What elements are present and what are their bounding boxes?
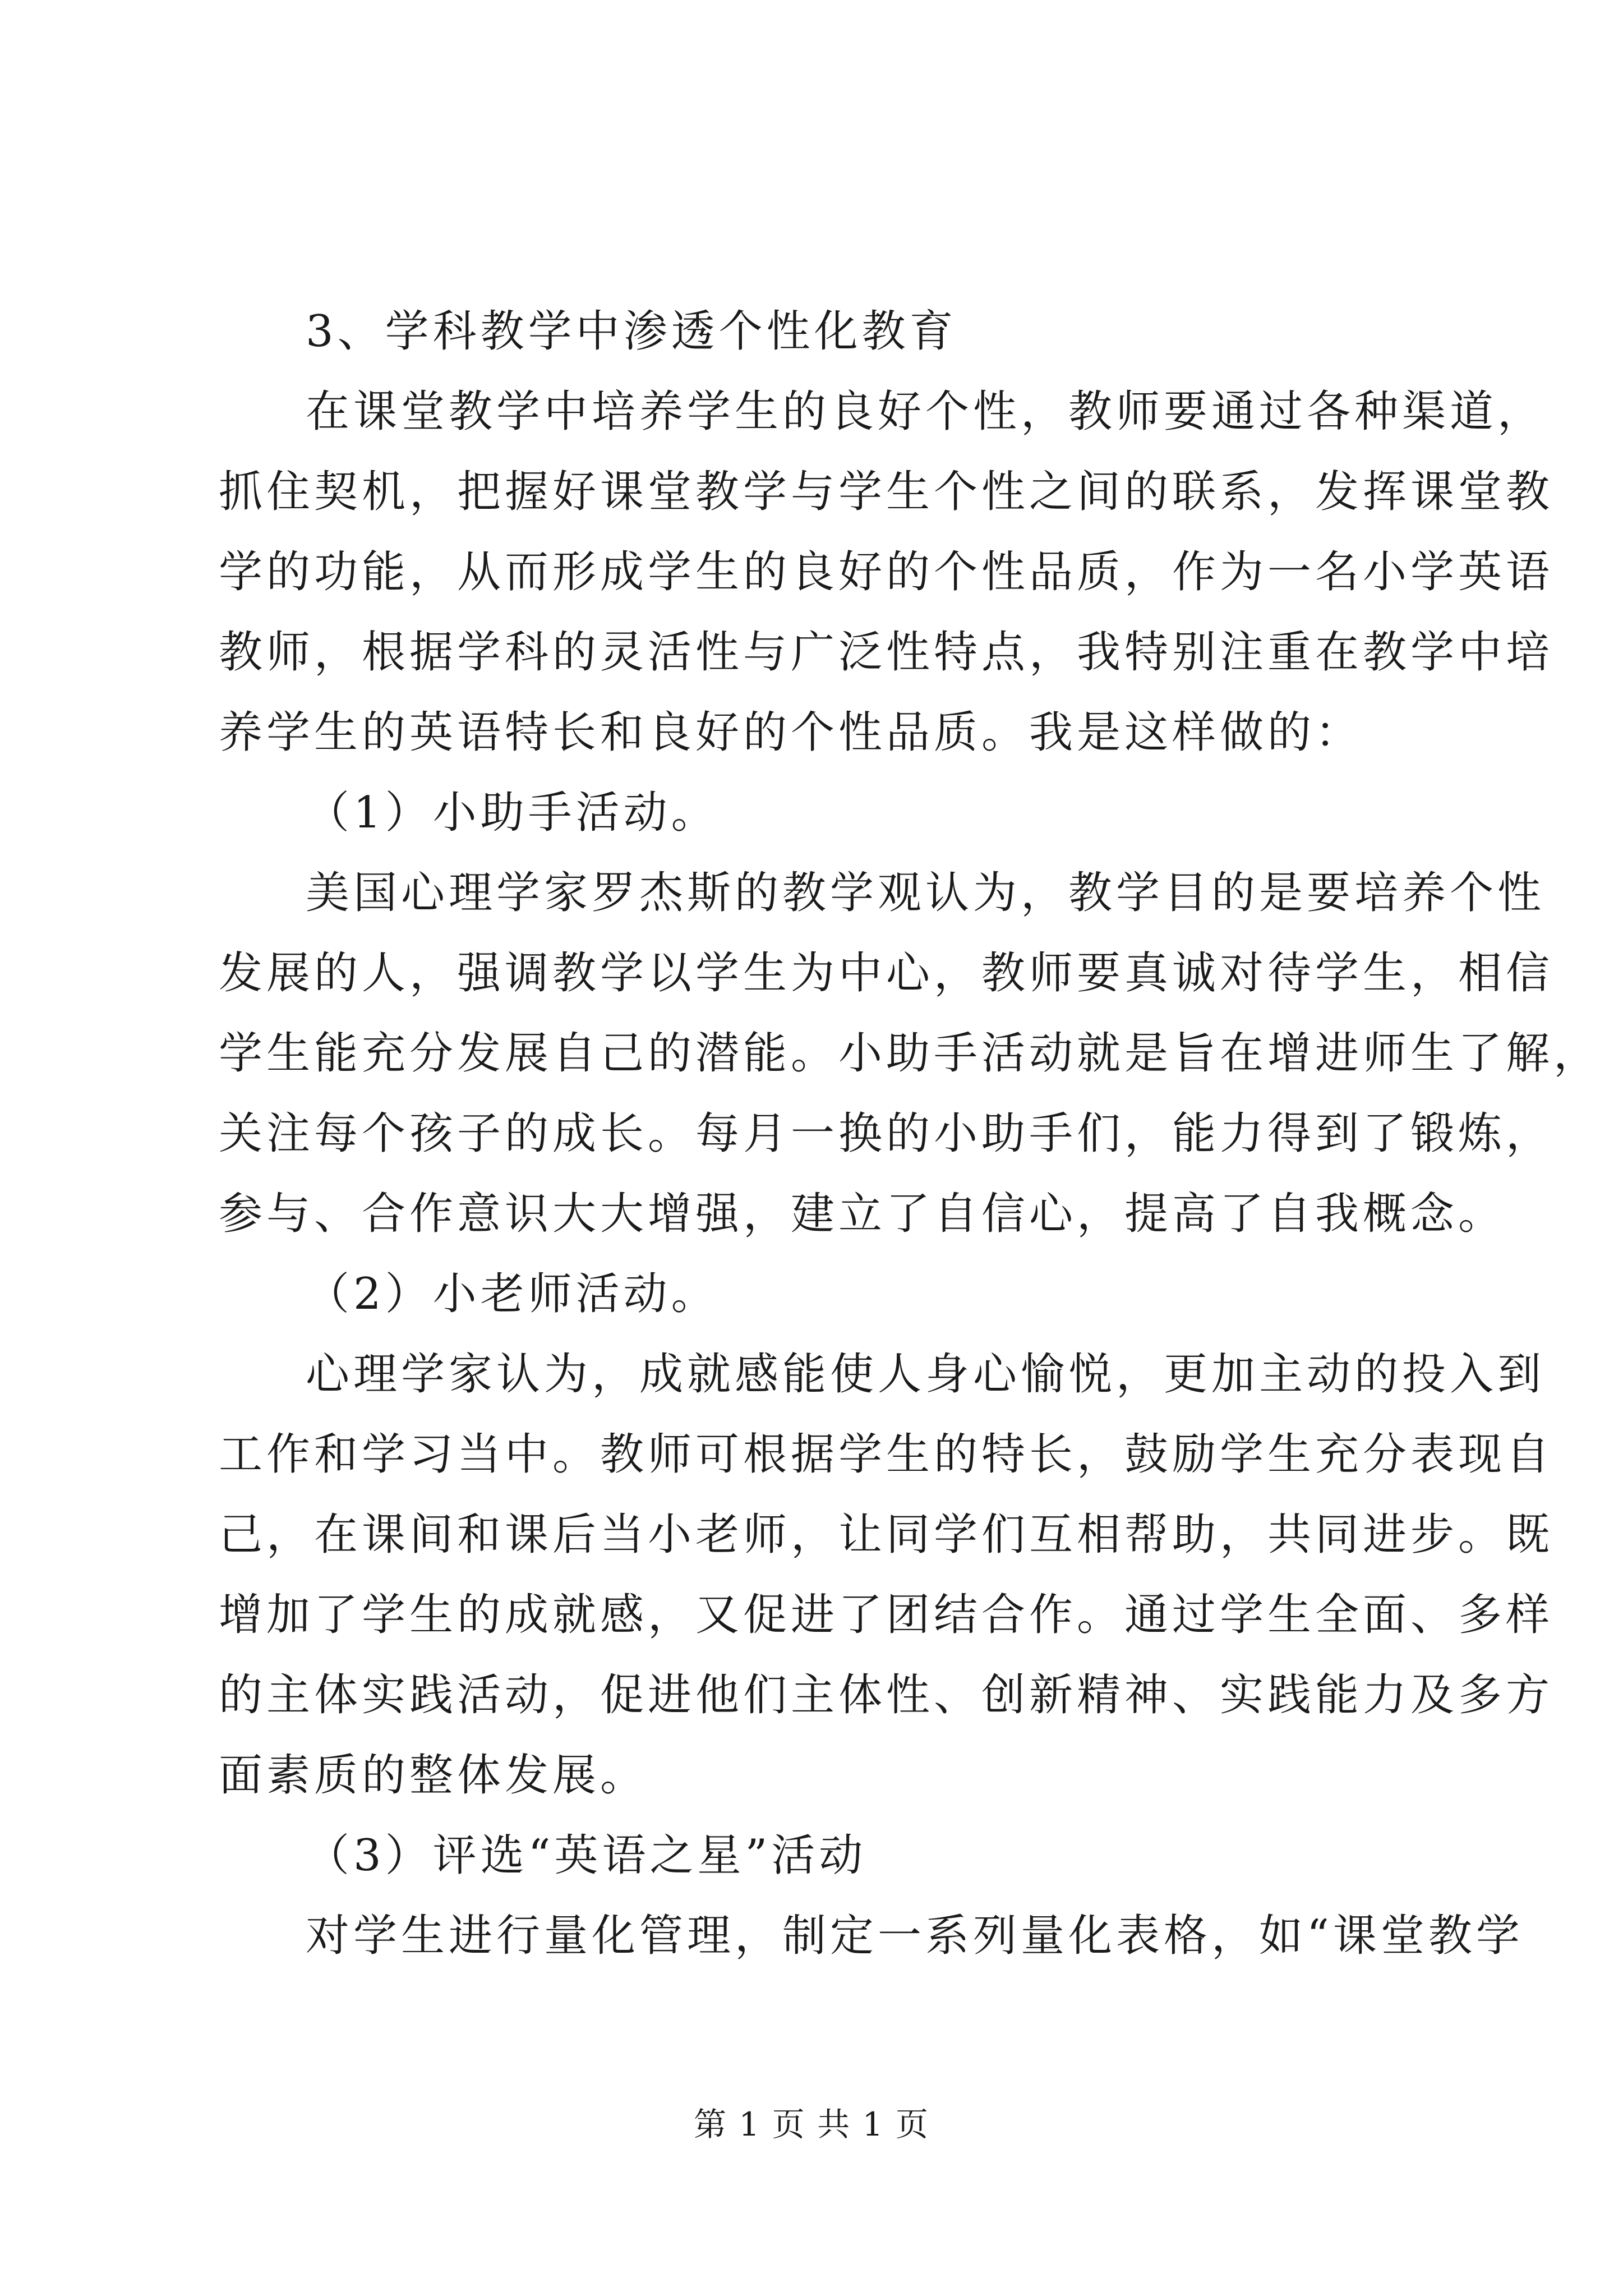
- subsection-heading: （1）小助手活动。: [306, 788, 719, 838]
- paragraph-line: 学生能充分发展自己的潜能。小助手活动就是旨在增进师生了解，: [219, 1028, 1602, 1079]
- document-body: [219, 292, 1602, 1976]
- paragraph-line: 学的功能，从而形成学生的良好的个性品质，作为一名小学英语: [219, 547, 1554, 597]
- paragraph-line: 工作和学习当中。教师可根据学生的特长，鼓励学生充分表现自: [219, 1429, 1554, 1480]
- subsection-heading: （3）评选“英语之星”活动: [306, 1830, 867, 1881]
- paragraph-line: 面素质的整体发展。: [219, 1750, 648, 1801]
- paragraph-line: 参与、合作意识大大增强，建立了自信心，提高了自我概念。: [219, 1189, 1506, 1239]
- paragraph-line: 心理学家认为，成就感能使人身心愉悦，更加主动的投入到: [306, 1349, 1546, 1400]
- paragraph-line: 己，在课间和课后当小老师，让同学们互相帮助，共同进步。既: [219, 1510, 1554, 1560]
- section-heading: 3、学科教学中渗透个性化教育: [306, 306, 957, 357]
- paragraph-line: 在课堂教学中培养学生的良好个性，教师要通过各种渠道，: [306, 386, 1546, 437]
- paragraph-line: 对学生进行量化管理，制定一系列量化表格，如“课堂教学: [306, 1911, 1524, 1961]
- paragraph-line: 增加了学生的成就感，又促进了团结合作。通过学生全面、多样: [219, 1590, 1554, 1640]
- page-number-footer: 第 1 页 共 1 页: [694, 2105, 929, 2143]
- paragraph-line: 关注每个孩子的成长。每月一换的小助手们，能力得到了锻炼，: [219, 1108, 1554, 1159]
- subsection-heading: （2）小老师活动。: [306, 1269, 719, 1319]
- paragraph-line: 的主体实践活动，促进他们主体性、创新精神、实践能力及多方: [219, 1670, 1554, 1720]
- paragraph-line: 美国心理学家罗杰斯的教学观认为，教学目的是要培养个性: [306, 868, 1546, 918]
- paragraph-line: 发展的人，强调教学以学生为中心，教师要真诚对待学生，相信: [219, 948, 1554, 999]
- paragraph-line: 抓住契机，把握好课堂教学与学生个性之间的联系，发挥课堂教: [219, 467, 1554, 517]
- paragraph-line: 教师，根据学科的灵活性与广泛性特点，我特别注重在教学中培: [219, 627, 1554, 678]
- paragraph-line: 养学生的英语特长和良好的个性品质。我是这样做的：: [219, 707, 1363, 758]
